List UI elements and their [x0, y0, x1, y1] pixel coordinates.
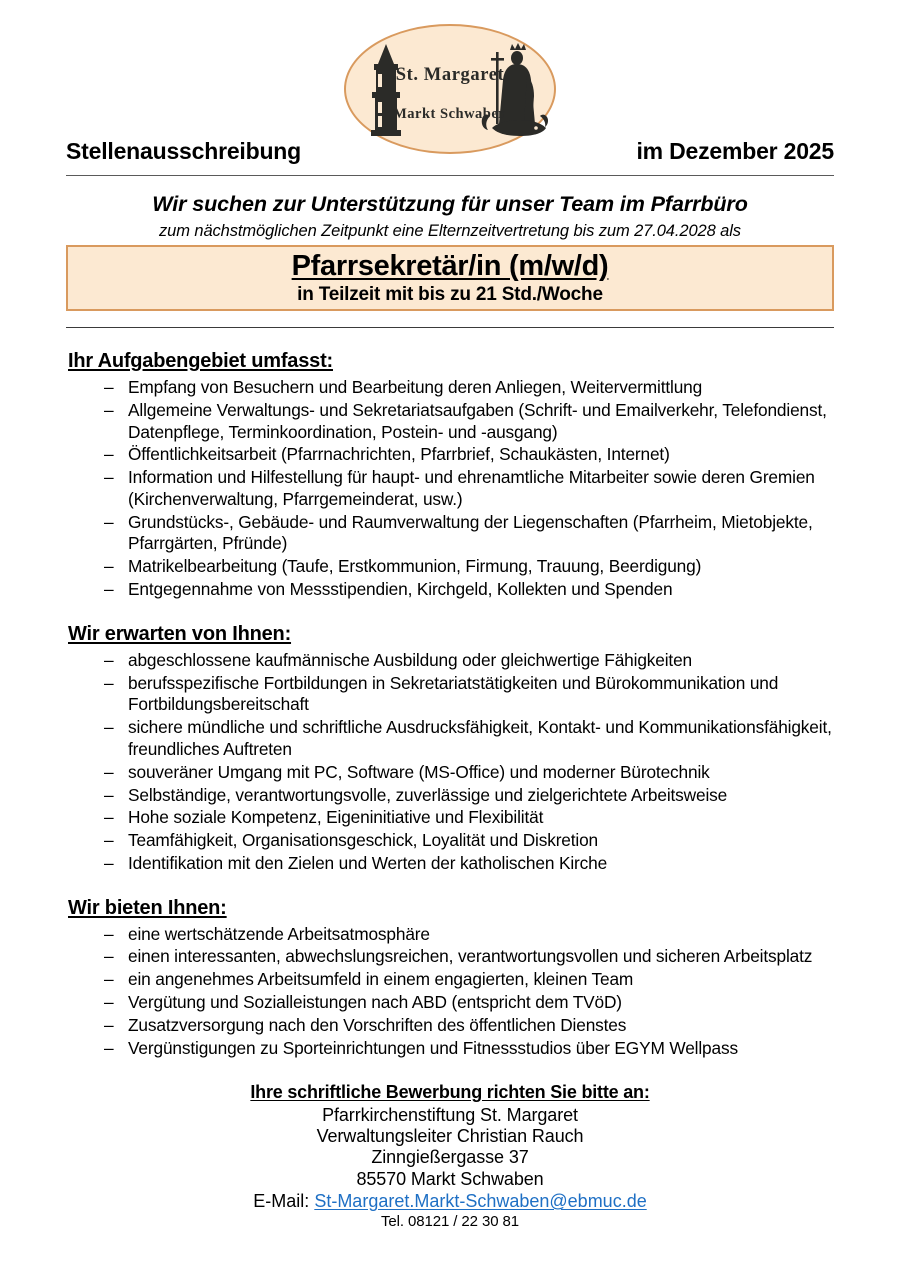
contact-person: Verwaltungsleiter Christian Rauch	[316, 1126, 584, 1147]
list-item: – Matrikelbearbeitung (Taufe, Erstkommunion, Firmung, Trauung, Beerdigung)	[66, 556, 841, 578]
section-divider	[66, 327, 834, 328]
contact-email-row	[0, 1191, 900, 1212]
list-item: – Entgegennahme von Messstipendien, Kirchgeld, Kollekten und Spenden	[66, 579, 841, 601]
list-item: – Hohe soziale Kompetenz, Eigeninitiative und Flexibilität	[66, 807, 841, 829]
section-list	[66, 924, 841, 1060]
contact-block	[0, 1082, 900, 1231]
list-item: – Empfang von Besuchern und Bearbeitung deren Anliegen, Weitervermittlung	[66, 377, 841, 399]
list-item: – Teamfähigkeit, Organisationsgeschick, Loyalität und Diskretion	[66, 830, 841, 852]
list-item: – ein angenehmes Arbeitsumfeld in einem engagierten, kleinen Team	[66, 969, 841, 991]
job-subtitle: in Teilzeit mit bis zu 21 Std./Woche	[297, 284, 603, 305]
list-item: – Zusatzversorgung nach den Vorschriften des öffentlichen Dienstes	[66, 1015, 841, 1037]
document-header	[66, 138, 834, 165]
job-title: Pfarrsekretär/in (m/w/d)	[291, 250, 609, 282]
dragon-eye	[534, 126, 538, 130]
list-item: – Vergütung und Sozialleistungen nach ABD (entspricht dem TVöD)	[66, 992, 841, 1014]
logo-place: Markt Schwaben	[393, 106, 507, 122]
contact-organisation: Pfarrkirchenstiftung St. Margaret	[322, 1105, 578, 1125]
intro-line-1: Wir suchen zur Unterstützung für unser Team im Pfarrbüro	[152, 192, 748, 216]
list-item: – abgeschlossene kaufmännische Ausbildung oder gleichwertige Fähigkeiten	[66, 650, 841, 672]
list-item: – Selbständige, verantwortungsvolle, zuverlässige und zielgerichtete Arbeitsweise	[66, 785, 841, 807]
parish-logo	[344, 24, 556, 154]
list-item: – sichere mündliche und schriftliche Ausdrucksfähigkeit, Kontakt- und Kommunikationsfähigkeit, freundliches Auftreten	[66, 717, 841, 761]
email-link[interactable]: St-Margaret.Markt-Schwaben@ebmuc.de	[314, 1190, 647, 1211]
sections-container	[66, 350, 841, 1075]
logo-name: St. Margaret	[395, 65, 505, 85]
section-erwartungen	[66, 623, 841, 875]
list-item: – berufsspezifische Fortbildungen in Sekretariatstätigkeiten und Bürokommunikation und Fortbildungsbereitschaft	[66, 673, 841, 717]
contact-phone: Tel. 08121 / 22 30 81	[380, 1213, 519, 1231]
section-angebot	[66, 897, 841, 1060]
section-list	[66, 650, 841, 875]
list-item: – eine wertschätzende Arbeitsatmosphäre	[66, 924, 841, 946]
section-heading: Wir bieten Ihnen:	[68, 896, 227, 919]
page-title: Stellenausschreibung	[66, 138, 302, 164]
section-heading: Wir erwarten von Ihnen:	[68, 622, 292, 645]
list-item: – Öffentlichkeitsarbeit (Pfarrnachrichten, Pfarrbrief, Schaukästen, Internet)	[66, 444, 841, 466]
section-list	[66, 377, 841, 601]
section-heading: Ihr Aufgabengebiet umfasst:	[68, 350, 333, 372]
list-item: – Vergünstigungen zu Sporteinrichtungen und Fitnessstudios über EGYM Wellpass	[66, 1038, 841, 1060]
contact-street: Zinngießergasse 37	[371, 1147, 529, 1168]
list-item: – Allgemeine Verwaltungs- und Sekretariatsaufgaben (Schrift- und Emailverkehr, Telefondienst, Datenpflege, Terminkoordination, Postein- und -ausgang)	[66, 400, 841, 444]
job-title-box	[66, 245, 834, 311]
list-item: – souveräner Umgang mit PC, Software (MS-Office) und moderner Bürotechnik	[66, 762, 841, 784]
email-label: E-Mail:	[253, 1190, 310, 1211]
logo-artwork	[344, 24, 556, 154]
contact-city: 85570 Markt Schwaben	[356, 1168, 544, 1189]
list-item: – Identifikation mit den Zielen und Werten der katholischen Kirche	[66, 853, 841, 875]
contact-heading: Ihre schriftliche Bewerbung richten Sie bitte an:	[250, 1082, 650, 1102]
intro-line-2: zum nächstmöglichen Zeitpunkt eine Elternzeitvertretung bis zum 27.04.2028 als	[159, 222, 741, 240]
list-item: – Grundstücks-, Gebäude- und Raumverwaltung der Liegenschaften (Pfarrheim, Mietobjekte, Pfarrgärten, Pfründe)	[66, 512, 841, 556]
section-aufgabengebiet	[66, 350, 841, 601]
header-divider	[66, 175, 834, 176]
posting-date: im Dezember 2025	[636, 138, 834, 164]
list-item: – Information und Hilfestellung für haupt- und ehrenamtliche Mitarbeiter sowie deren Gremien (Kirchenverwaltung, Pfarrgemeinderat, usw.)	[66, 467, 841, 511]
list-item: – einen interessanten, abwechslungsreichen, verantwortungsvollen und sicheren Arbeitsplatz	[66, 946, 841, 968]
